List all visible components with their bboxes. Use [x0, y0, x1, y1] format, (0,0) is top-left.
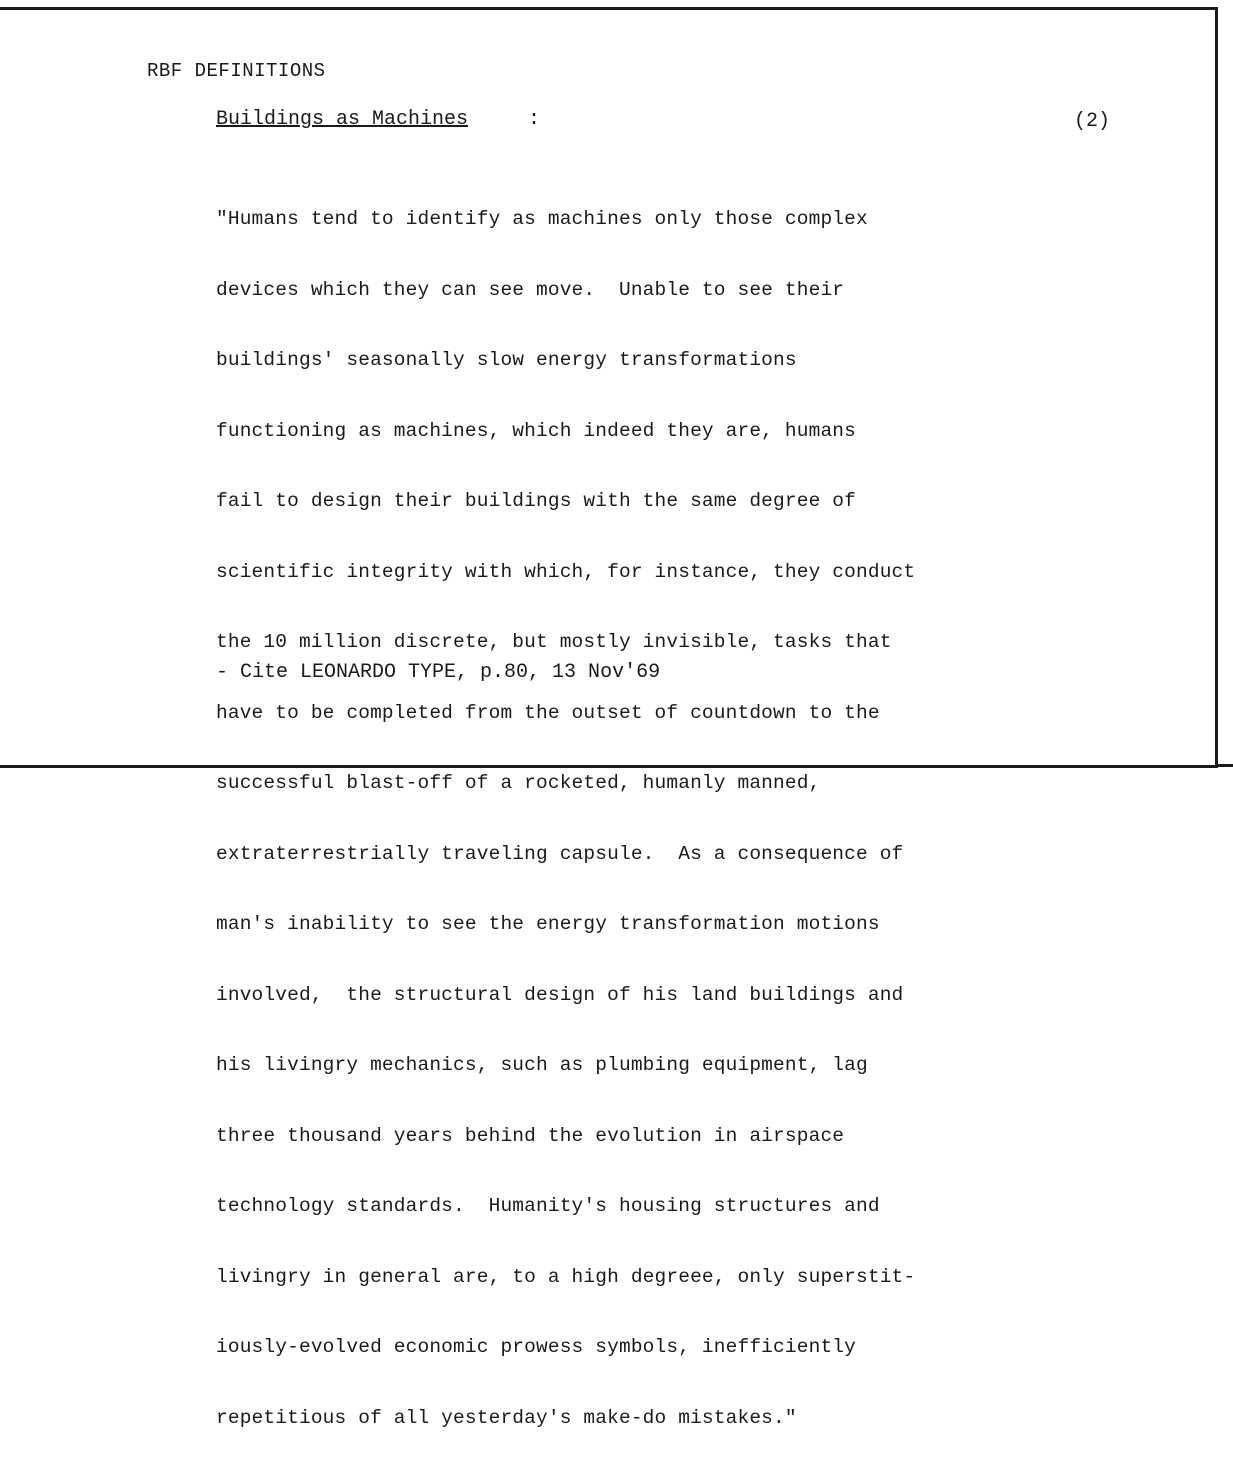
quote-line: three thousand years behind the evolution in airspace: [216, 1124, 845, 1147]
quote-line: "Humans tend to identify as machines only those complex: [216, 208, 868, 230]
quote-line: scientific integrity with which, for instance, they conduct: [216, 560, 916, 583]
frame-edge-mark: [1218, 764, 1233, 767]
document-header: RBF DEFINITIONS: [147, 60, 326, 82]
quote-line: extraterrestrially traveling capsule. As a consequence of: [216, 842, 904, 865]
quote-line: devices which they can see move. Unable to see their: [216, 278, 845, 301]
quote-line: man's inability to see the energy transformation motions: [216, 913, 880, 935]
quote-line: buildings' seasonally slow energy transformations: [216, 349, 797, 371]
quote-line: livingry in general are, to a high degreee, only superstit-: [216, 1265, 916, 1288]
quote-line: fail to design their buildings with the same degree of: [216, 490, 857, 512]
quote-line: successful blast-off of a rocketed, humanly manned,: [216, 772, 821, 794]
page-number: (2): [1074, 110, 1111, 133]
quote-line: repetitious of all yesterday's make-do mistakes.": [216, 1406, 797, 1429]
quote-line: have to be completed from the outset of countdown to the: [216, 701, 880, 724]
quote-line: technology standards. Humanity's housing structures and: [216, 1195, 880, 1217]
quote-line: functioning as machines, which indeed they are, humans: [216, 419, 857, 442]
quote-line: the 10 million discrete, but mostly invisible, tasks that: [216, 631, 892, 653]
quote-line: involved, the structural design of his land buildings and: [216, 983, 904, 1006]
citation: - Cite LEONARDO TYPE, p.80, 13 Nov'69: [216, 661, 661, 684]
quote-line: his livingry mechanics, such as plumbing equipment, lag: [216, 1054, 868, 1076]
definition-quote: [216, 161, 915, 1477]
quote-line: iously-evolved economic prowess symbols, inefficiently: [216, 1336, 857, 1358]
section-title-colon: :: [528, 108, 541, 131]
section-title: Buildings as Machines: [216, 108, 469, 131]
